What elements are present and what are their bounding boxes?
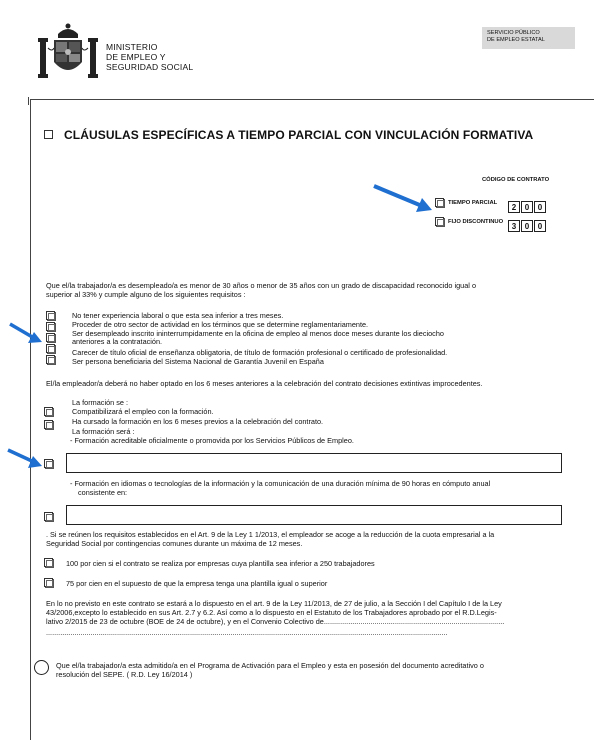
sepe-line-2: DE EMPLEO ESTATAL bbox=[487, 37, 545, 43]
legal-line-2: 43/2006,excepto lo establecido en sus Art. 2.7 y 6.2. Así como a lo dispuesto en el Estatuto de los Trabajadores aprobado por el R.D.Legis- bbox=[46, 608, 497, 617]
requirement-item-cont: anteriores a la contratación. bbox=[72, 337, 163, 346]
ministry-line-3: SEGURIDAD SOCIAL bbox=[106, 62, 194, 72]
seasonal-checkbox[interactable] bbox=[435, 217, 444, 226]
code-digit: 2 bbox=[508, 201, 520, 213]
reduction-100-checkbox[interactable] bbox=[44, 558, 53, 567]
sepe-line-1: SERVICIO PÚBLICO bbox=[487, 30, 540, 36]
activation-radio[interactable] bbox=[34, 660, 49, 675]
requirements-intro-line-2: superior al 33% y cumple alguno de los siguientes requisitos : bbox=[46, 290, 246, 299]
training-sera-label: La formación será : bbox=[72, 427, 135, 436]
page-title: CLÁUSULAS ESPECÍFICAS A TIEMPO PARCIAL CON VINCULACIÓN FORMATIVA bbox=[64, 128, 534, 142]
activation-line-1: Que el/la trabajador/a esta admitido/a en el Programa de Activación para el Empleo y esta en posesión del documento acreditativo o bbox=[56, 661, 484, 670]
legal-line-4: ...................................................................................................................................................................................................... bbox=[46, 629, 448, 637]
part-time-code bbox=[508, 197, 547, 215]
requirement-checkbox[interactable] bbox=[46, 344, 55, 353]
training-item: Ha cursado la formación en los 6 meses previos a la celebración del contrato. bbox=[72, 417, 324, 426]
requirement-checkbox[interactable] bbox=[46, 355, 55, 364]
reduction-line-1: . Si se reúnen los requisitos establecidos en el Art. 9 de la Ley 1 1/2013, el empleador se acoge a la reducción de la cuota empresarial a la bbox=[46, 530, 495, 539]
contract-code-heading: CÓDIGO DE CONTRATO bbox=[482, 177, 550, 183]
requirement-item: Ser desempleado inscrito ininterrumpidamente en la oficina de empleo al menos doce meses durante los dieciocho bbox=[72, 329, 444, 338]
part-time-label: TIEMPO PARCIAL bbox=[448, 200, 498, 206]
training-option-2-line-2: consistente en: bbox=[78, 488, 128, 497]
training-option-1-field[interactable] bbox=[66, 453, 562, 473]
requirement-item: Proceder de otro sector de actividad en los términos que se determine reglamentariamente. bbox=[72, 320, 369, 329]
seasonal-label: FIJO DISCONTINUO bbox=[448, 219, 504, 225]
seasonal-code bbox=[508, 216, 547, 234]
reduction-75-checkbox[interactable] bbox=[44, 578, 53, 587]
requirement-item: Carecer de título oficial de enseñanza obligatoria, de título de formación profesional o certificado de profesionalidad. bbox=[72, 348, 448, 357]
reduction-75-label: 75 por cien en el supuesto de que la empresa tenga una plantilla igual o superior bbox=[66, 579, 328, 588]
legal-line-3: lativo 2/2015 de 23 de octubre (BOE de 24 de octubre), y en el Convenio Colectivo de......................................................................................... bbox=[46, 618, 505, 626]
code-digit: 0 bbox=[521, 201, 533, 213]
training-option-2-field[interactable] bbox=[66, 505, 562, 525]
training-option-1-label: - Formación acreditable oficialmente o promovida por los Servicios Públicos de Empleo. bbox=[70, 436, 354, 445]
coat-of-arms-logo bbox=[36, 22, 100, 84]
requirements-intro-line-1: Que el/la trabajador/a es desempleado/a es menor de 30 años o menor de 35 años con un grado de discapacidad reconocido igual o bbox=[46, 281, 476, 290]
activation-line-2: resolución del SEPE. ( R.D. Ley 16/2014 ) bbox=[56, 670, 193, 679]
reduction-line-2: Seguridad Social por contingencias comunes durante un máxima de 12 meses. bbox=[46, 539, 303, 548]
frame-left-tick bbox=[28, 97, 29, 105]
requirement-item: No tener experiencia laboral o que esta sea inferior a tres meses. bbox=[72, 311, 284, 320]
code-digit: 3 bbox=[508, 220, 520, 232]
code-digit: 0 bbox=[534, 220, 546, 232]
arrow-icon bbox=[372, 184, 436, 214]
sepe-header-box bbox=[482, 27, 575, 49]
training-heading: La formación se : bbox=[72, 398, 128, 407]
training-checkbox[interactable] bbox=[44, 420, 53, 429]
requirement-checkbox[interactable] bbox=[46, 333, 55, 342]
requirement-checkbox[interactable] bbox=[46, 322, 55, 331]
employer-statement: El/la empleador/a deberá no haber optado en los 6 meses anteriores a la celebración del contrato decisiones extintivas improcedentes. bbox=[46, 379, 483, 388]
training-item: Compatibilizará el empleo con la formación. bbox=[72, 407, 214, 416]
training-option-2-checkbox[interactable] bbox=[44, 512, 53, 521]
ministry-name bbox=[106, 42, 193, 72]
training-option-2-line-1: - Formación en idiomas o tecnologías de la información y la comunicación de una duración mínima de 90 horas en cómputo anual bbox=[70, 479, 491, 488]
training-option-1-checkbox[interactable] bbox=[44, 459, 53, 468]
requirement-item: Ser persona beneficiaria del Sistema Nacional de Garantía Juvenil en España bbox=[72, 357, 324, 366]
ministry-line-1: MINISTERIO bbox=[106, 42, 158, 52]
ministry-line-2: DE EMPLEO Y bbox=[106, 52, 166, 62]
part-time-checkbox[interactable] bbox=[435, 198, 444, 207]
title-checkbox[interactable] bbox=[44, 130, 53, 139]
legal-line-1: En lo no previsto en este contrato se estará a lo dispuesto en el art. 9 de la Ley 11/2013, de 27 de julio, a la Sección I del Capítulo I de la Ley bbox=[46, 599, 502, 608]
reduction-100-label: 100 por cien si el contrato se realiza por empresas cuya plantilla sea inferior a 250 trabajadores bbox=[66, 559, 375, 568]
requirement-checkbox[interactable] bbox=[46, 311, 55, 320]
training-checkbox[interactable] bbox=[44, 407, 53, 416]
arrow-icon bbox=[6, 448, 44, 470]
code-digit: 0 bbox=[521, 220, 533, 232]
arrow-icon bbox=[8, 322, 44, 346]
code-digit: 0 bbox=[534, 201, 546, 213]
